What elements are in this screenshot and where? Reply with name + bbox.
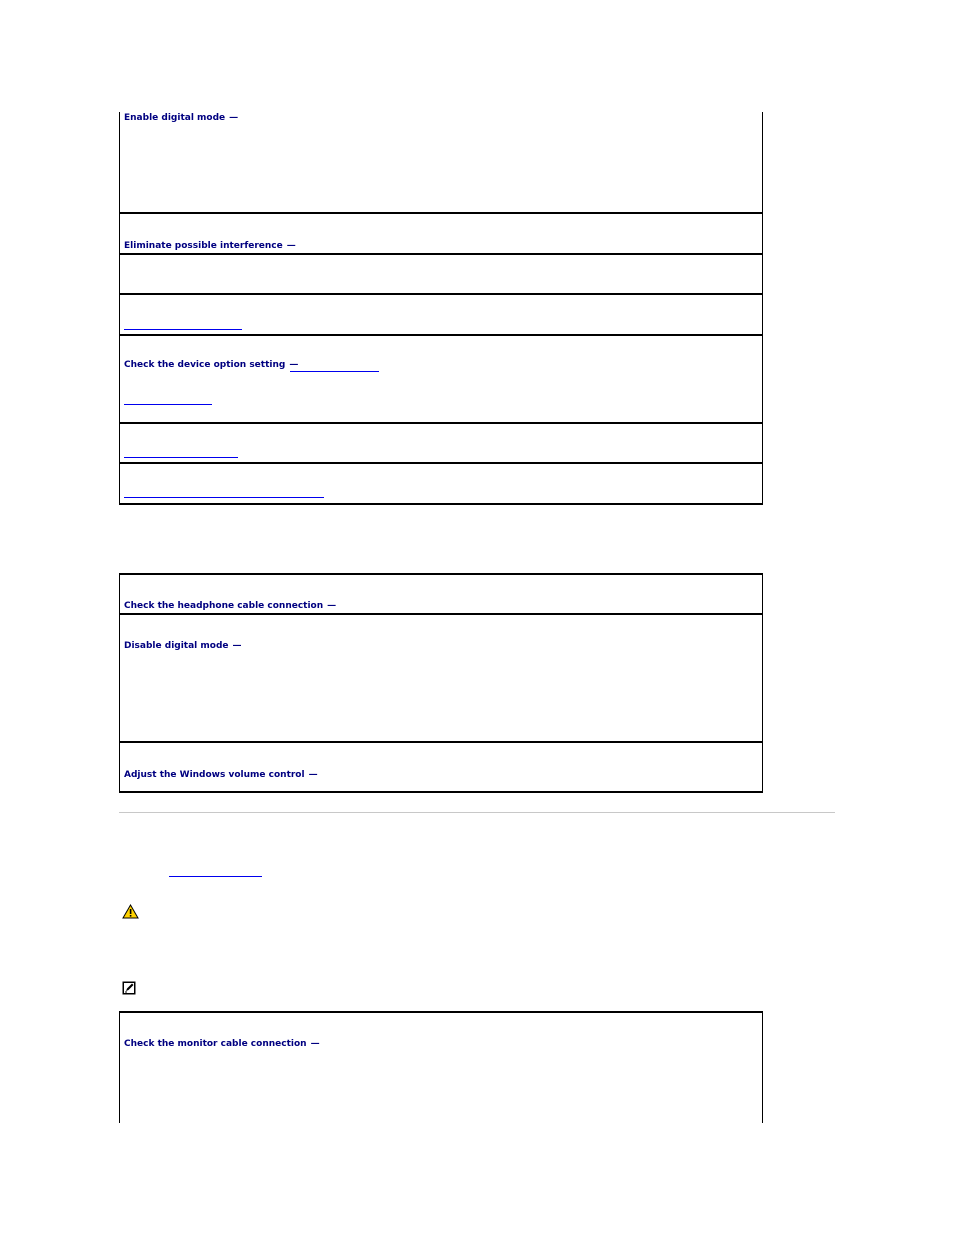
row-label-eliminate-interference: Eliminate possible interference —	[124, 241, 296, 251]
section-divider	[119, 812, 835, 813]
troubleshooting-table-video	[119, 1011, 763, 1123]
cross-reference-link[interactable]	[169, 876, 262, 877]
system-setup-link[interactable]	[290, 371, 379, 372]
table-row	[119, 573, 763, 614]
table-row	[119, 255, 763, 294]
row-label-enable-digital-mode: Enable digital mode —	[124, 113, 239, 123]
table-row	[119, 214, 763, 254]
row-label-windows-volume: Adjust the Windows volume control —	[124, 770, 318, 780]
reference-link[interactable]	[124, 404, 212, 405]
table-row	[119, 615, 763, 742]
table-row	[119, 295, 763, 335]
table-row	[119, 743, 763, 793]
table-row	[119, 424, 763, 463]
table-row	[119, 464, 763, 505]
row-label-monitor-cable: Check the monitor cable connection —	[124, 1039, 320, 1049]
table-row	[119, 336, 763, 423]
reference-link[interactable]	[124, 497, 324, 498]
note-icon	[122, 980, 136, 994]
row-label-headphone-cable: Check the headphone cable connection —	[124, 601, 337, 611]
caution-icon	[122, 904, 139, 919]
table-row	[119, 112, 763, 213]
row-label-disable-digital-mode: Disable digital mode —	[124, 641, 242, 651]
troubleshooting-table-sound	[119, 112, 763, 505]
troubleshooting-table-headphones	[119, 573, 763, 793]
table-row	[119, 1011, 763, 1123]
reference-link[interactable]	[124, 329, 242, 330]
row-label-device-option-setting: Check the device option setting —	[124, 360, 299, 370]
reference-link[interactable]	[124, 457, 238, 458]
